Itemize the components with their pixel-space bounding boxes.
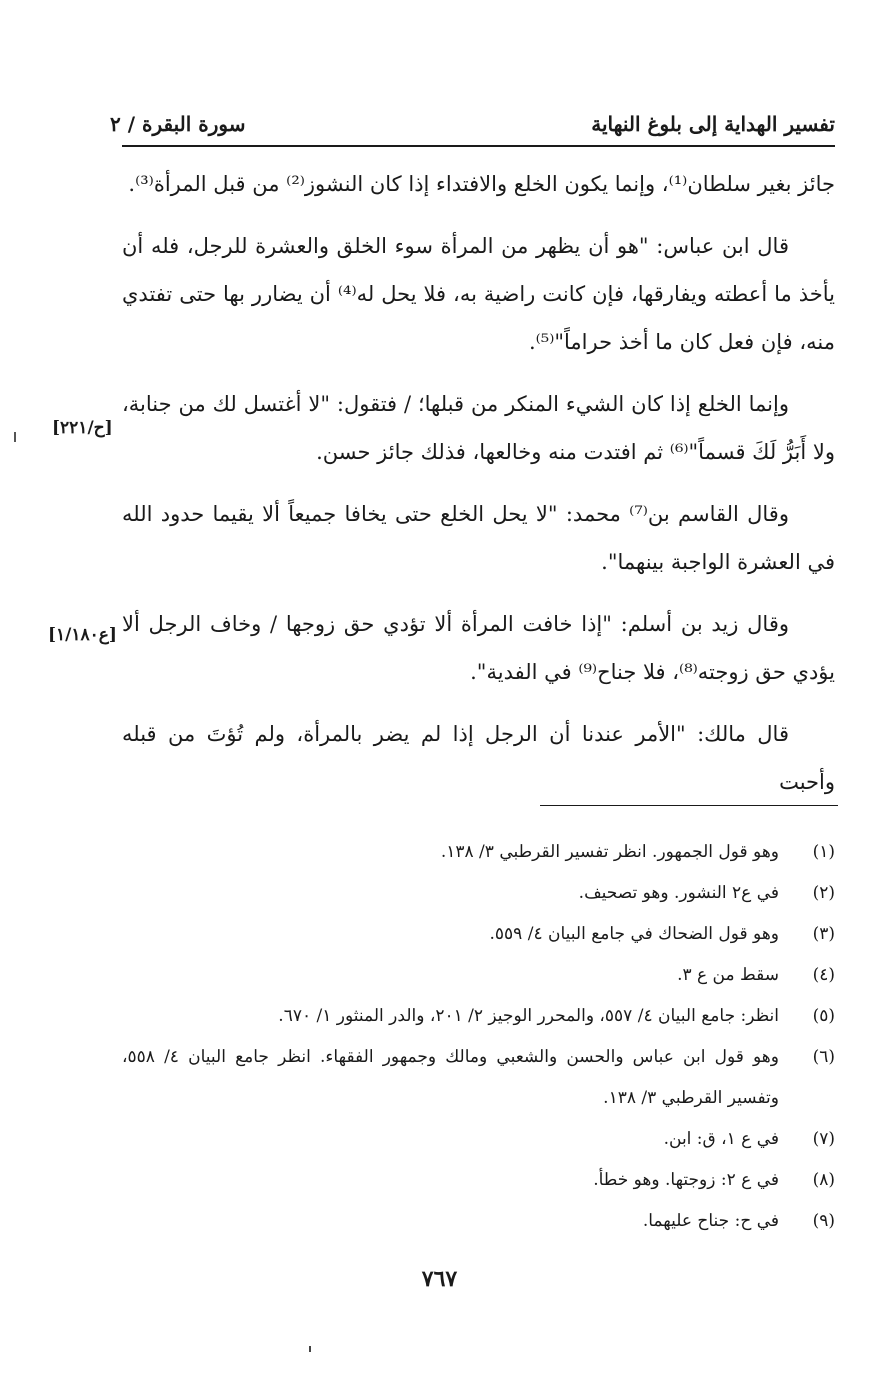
footnote-number: (٦) bbox=[812, 1047, 835, 1067]
manuscript-marker-ain: [ع١/١٨٠] bbox=[48, 625, 117, 645]
footnote-number: (٣) bbox=[812, 924, 835, 944]
page-number: ٧٦٧ bbox=[421, 1266, 458, 1292]
paragraph: وإنما الخلع إذا كان الشيء المنكر من قبلها؛ / فتقول: "لا أغتسل لك من جنابة، ولا أَبَرُّ لَكَ قسماً"⁽⁶⁾ ثم افتدت منه وخالعها، فذلك جائز حسن. bbox=[122, 392, 835, 464]
footnote-item bbox=[122, 914, 835, 955]
margin-tick bbox=[14, 432, 16, 442]
footnote-number: (٨) bbox=[812, 1170, 835, 1190]
main-text bbox=[122, 160, 835, 820]
ink-speck bbox=[309, 1346, 311, 1352]
paragraph: وقال القاسم بن⁽⁷⁾ محمد: "لا يحل الخلع حتى يخافا جميعاً ألا يقيما حدود الله في العشرة الواجبة بينهما". bbox=[122, 502, 835, 574]
footnote-number: (٤) bbox=[812, 965, 835, 985]
footnote-text: في ع ١، ق: ابن. bbox=[663, 1129, 779, 1149]
surah-label: سورة البقرة / ٢ bbox=[110, 112, 246, 136]
footnote-item bbox=[122, 996, 835, 1037]
footnote-item bbox=[122, 1201, 835, 1242]
paragraph: جائز بغير سلطان⁽¹⁾، وإنما يكون الخلع والافتداء إذا كان النشوز⁽²⁾ من قبل المرأة⁽³⁾. bbox=[128, 172, 835, 196]
footnote-text: انظر: جامع البيان ٤/ ٥٥٧، والمحرر الوجيز ٢/ ٢٠١، والدر المنثور ١/ ٦٧٠. bbox=[278, 1006, 779, 1026]
footnote-divider bbox=[540, 805, 838, 806]
footnote-item bbox=[122, 832, 835, 873]
footnote-text: سقط من ع ٣. bbox=[677, 965, 779, 985]
book-title: تفسير الهداية إلى بلوغ النهاية bbox=[591, 112, 835, 136]
footnote-item bbox=[122, 873, 835, 914]
footnote-text: وهو قول الضحاك في جامع البيان ٤/ ٥٥٩. bbox=[489, 924, 779, 944]
paragraph: وقال زيد بن أسلم: "إذا خافت المرأة ألا تؤدي حق زوجها / وخاف الرجل ألا يؤدي حق زوجته⁽⁸⁾، فلا جناح⁽⁹⁾ في الفدية". bbox=[122, 612, 835, 684]
header-divider bbox=[122, 145, 835, 147]
footnote-number: (١) bbox=[812, 842, 835, 862]
paragraph: قال ابن عباس: "هو أن يظهر من المرأة سوء الخلق والعشرة للرجل، فله أن يأخذ ما أعطته ويفارقها، فإن كانت راضية به، فلا يحل له⁽⁴⁾ أن يضارر بها حتى تفتدي منه، فإن فعل كان ما أخذ حراماً"⁽⁵⁾. bbox=[122, 234, 835, 354]
footnote-text: وهو قول الجمهور. انظر تفسير القرطبي ٣/ ١٣٨. bbox=[440, 842, 779, 862]
footnote-number: (٢) bbox=[812, 883, 835, 903]
footnote-text: في ح: جناح عليهما. bbox=[642, 1211, 779, 1231]
paragraph: قال مالك: "الأمر عندنا أن الرجل إذا لم يضر بالمرأة، ولم تُؤتَ من قبله وأحبت bbox=[122, 722, 835, 794]
footnote-number: (٧) bbox=[812, 1129, 835, 1149]
manuscript-marker-ha: [ح/٢٢١] bbox=[52, 418, 113, 438]
running-header bbox=[110, 100, 835, 136]
footnote-text: في ع ٢: زوجتها. وهو خطأ. bbox=[593, 1170, 779, 1190]
footnote-text: في ع٢ النشور. وهو تصحيف. bbox=[578, 883, 779, 903]
footnote-text: وهو قول ابن عباس والحسن والشعبي ومالك وجمهور الفقهاء. انظر جامع البيان ٤/ ٥٥٨، وتفسير القرطبي ٣/ ١٣٨. bbox=[122, 1047, 779, 1108]
footnote-item bbox=[122, 955, 835, 996]
footnotes bbox=[122, 832, 835, 1242]
footnote-item bbox=[122, 1160, 835, 1201]
footnote-item bbox=[122, 1119, 835, 1160]
footnote-item bbox=[122, 1037, 835, 1119]
footnote-number: (٥) bbox=[812, 1006, 835, 1026]
footnote-number: (٩) bbox=[812, 1211, 835, 1231]
